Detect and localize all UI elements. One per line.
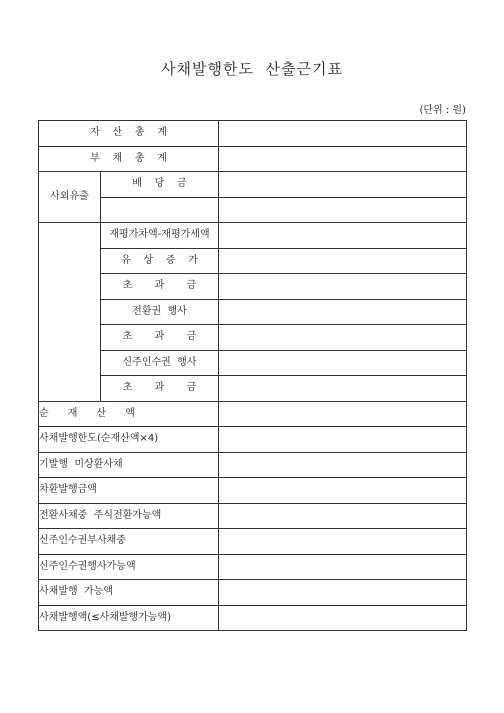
value-cell[interactable] xyxy=(219,325,467,351)
value-cell[interactable] xyxy=(219,427,467,453)
value-cell[interactable] xyxy=(219,299,467,325)
value-cell[interactable] xyxy=(219,554,467,580)
row-label-refunding-amount: 차환발행금액 xyxy=(39,478,219,504)
table-row xyxy=(39,146,467,172)
value-cell[interactable] xyxy=(219,172,467,198)
value-cell[interactable] xyxy=(219,121,467,147)
value-cell[interactable] xyxy=(219,503,467,529)
group-label-empty xyxy=(39,223,101,402)
table-row xyxy=(39,529,467,555)
row-label-issue-limit: 사채발행한도(순재산액×4) xyxy=(39,427,219,453)
row-label-outstanding-bonds: 기발행 미상환사채 xyxy=(39,452,219,478)
table-row xyxy=(39,121,467,147)
document-title: 사채발행한도 산출근기표 xyxy=(161,60,343,78)
row-label-net-assets: 순 재 산 액 xyxy=(39,401,219,427)
row-label-revaluation: 재평가차액-재평가세액 xyxy=(101,223,219,249)
value-cell[interactable] xyxy=(219,580,467,606)
table-row xyxy=(39,452,467,478)
table-row xyxy=(39,172,467,198)
table-row xyxy=(39,605,467,631)
table-row xyxy=(39,580,467,606)
value-cell[interactable] xyxy=(219,605,467,631)
table-row xyxy=(39,554,467,580)
table-row xyxy=(39,503,467,529)
table-row xyxy=(39,223,467,249)
row-label-warrant-bonds: 신주인수권부사채중 xyxy=(39,529,219,555)
table-row xyxy=(39,376,467,402)
value-cell[interactable] xyxy=(219,452,467,478)
value-cell[interactable] xyxy=(219,529,467,555)
row-label-warrant-exercisable: 신주인수권행사가능액 xyxy=(39,554,219,580)
value-cell[interactable] xyxy=(219,478,467,504)
table-row xyxy=(39,325,467,351)
value-cell[interactable] xyxy=(219,376,467,402)
row-label-convertible-amount: 전환사채중 주식전환가능액 xyxy=(39,503,219,529)
row-label-conversion-exercise: 전환권 행사 xyxy=(101,299,219,325)
row-label-total-assets: 자 산 총 계 xyxy=(39,121,219,147)
value-cell[interactable] xyxy=(219,146,467,172)
value-cell[interactable] xyxy=(219,197,467,223)
row-label-dividend: 배 당 금 xyxy=(101,172,219,198)
row-label-warrant-exercise: 신주인수권 행사 xyxy=(101,350,219,376)
value-cell[interactable] xyxy=(219,274,467,300)
row-label-excess-2: 초 과 금 xyxy=(101,325,219,351)
table-row xyxy=(39,401,467,427)
row-label-issuable-amount: 사채발행 가능액 xyxy=(39,580,219,606)
table-row xyxy=(39,274,467,300)
table-row xyxy=(39,299,467,325)
row-label-excess-3: 초 과 금 xyxy=(101,376,219,402)
table-row xyxy=(39,427,467,453)
row-label-excess-1: 초 과 금 xyxy=(101,274,219,300)
calculation-table xyxy=(38,120,467,631)
value-cell[interactable] xyxy=(219,350,467,376)
row-label-issue-amount: 사채발행액(≤사채발행가능액) xyxy=(39,605,219,631)
table-row xyxy=(39,248,467,274)
table-row xyxy=(39,197,467,223)
table-row xyxy=(39,350,467,376)
table-row xyxy=(39,478,467,504)
row-label-paid-in-increase: 유 상 증 가 xyxy=(101,248,219,274)
group-label-outflow: 사외유출 xyxy=(39,172,101,223)
value-cell[interactable] xyxy=(219,248,467,274)
row-label-total-liabilities: 부 채 총 계 xyxy=(39,146,219,172)
value-cell[interactable] xyxy=(219,223,467,249)
blank-label-cell xyxy=(101,197,219,223)
value-cell[interactable] xyxy=(219,401,467,427)
unit-label: (단위 : 원) xyxy=(419,105,466,116)
